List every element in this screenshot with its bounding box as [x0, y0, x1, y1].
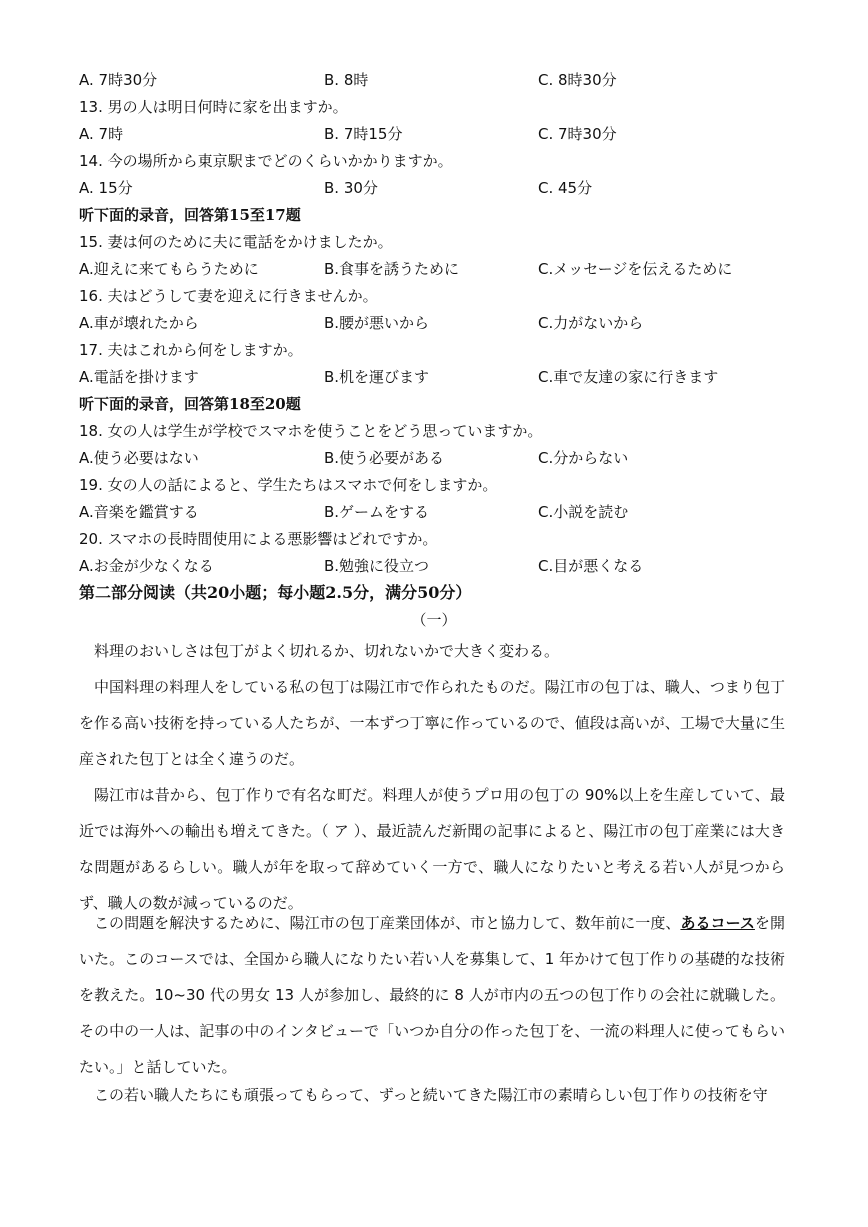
option-a: A.迎えに来てもらうために: [79, 260, 259, 278]
question-13: 13. 男の人は明日何時に家を出ますか。: [79, 98, 348, 116]
option-b: B. 8時: [324, 71, 369, 89]
option-b: B.ゲームをする: [324, 503, 430, 521]
option-a: A. 7時: [79, 125, 124, 143]
option-a: A.使う必要はない: [79, 449, 199, 467]
option-a: A.お金が少なくなる: [79, 557, 214, 575]
section-header-15-17: 听下面的录音，回答第15至17题: [79, 206, 301, 224]
passage-paragraph-3: 陽江市は昔から、包丁作りで有名な町だ。料理人が使うプロ用の包丁の 90%以上を生産していて、最近では海外への輸出も増えてきた。（ ア ）、最近読んだ新聞の記事によると、陽江市の包丁産業には大きな問題があるらしい。職人が年を取って辞めていく一方で、職人になりたいと考える若い人が見つからず、職人の数が減っているのだ。: [79, 786, 785, 912]
q15-options: [79, 256, 799, 282]
option-a: A.音楽を鑑賞する: [79, 503, 199, 521]
option-b: B.机を運びます: [324, 368, 430, 386]
q20-options: [79, 553, 799, 579]
question-16: 16. 夫はどうして妻を迎えに行きませんか。: [79, 287, 378, 305]
option-c: C. 8時30分: [538, 71, 617, 89]
passage-paragraph-1: 料理のおいしさは包丁がよく切れるか、切れないかで大きく変わる。: [94, 642, 560, 660]
paragraph-4-rest: を開いた。このコースでは、全国から職人になりたい若い人を募集して、1 年かけて包丁作りの基礎的な技術を教えた。10~30 代の男女 13 人が参加し、最終的に 8 人が市内の五つの包丁作りの会社に就職した。その中の一人は、記事の中のインタビューで「いつか自分の作った包丁を、一流の料理人に使ってもらいたい。」と話していた。: [79, 914, 785, 1076]
option-c: C.力がないから: [538, 314, 644, 332]
option-c: C.分からない: [538, 449, 629, 467]
question-19: 19. 女の人の話によると、学生たちはスマホで何をしますか。: [79, 476, 498, 494]
option-a: A. 7時30分: [79, 71, 158, 89]
option-a: A. 15分: [79, 179, 133, 197]
passage-paragraph-4: [79, 905, 785, 1085]
section-header-18-20: 听下面的录音，回答第18至20题: [79, 395, 301, 413]
passage-number: （一）: [411, 611, 457, 629]
option-b: B. 7時15分: [324, 125, 403, 143]
option-b: B.腰が悪いから: [324, 314, 430, 332]
question-17: 17. 夫はこれから何をしますか。: [79, 341, 303, 359]
option-c: C.小説を読む: [538, 503, 629, 521]
q14-options: [79, 175, 799, 201]
q18-options: [79, 445, 799, 471]
underlined-phrase: あるコース: [680, 914, 755, 932]
question-18: 18. 女の人は学生が学校でスマホを使うことをどう思っていますか。: [79, 422, 543, 440]
option-a: A.電話を掛けます: [79, 368, 199, 386]
q19-options: [79, 499, 799, 525]
part-two-title: 第二部分阅读（共20小题；每小题2.5分，满分50分）: [79, 583, 472, 602]
option-c: C.目が悪くなる: [538, 557, 644, 575]
paragraph-4-lead: この問題を解決するために、陽江市の包丁産業団体が、市と協力して、数年前に一度、: [94, 914, 681, 932]
question-14: 14. 今の場所から東京駅までどのくらいかかりますか。: [79, 152, 453, 170]
q17-options: [79, 364, 799, 390]
option-c: C. 7時30分: [538, 125, 617, 143]
option-a: A.車が壊れたから: [79, 314, 199, 332]
option-b: B.勉強に役立つ: [324, 557, 430, 575]
question-15: 15. 妻は何のために夫に電話をかけましたか。: [79, 233, 393, 251]
option-b: B. 30分: [324, 179, 378, 197]
question-20: 20. スマホの長時間使用による悪影響はどれですか。: [79, 530, 438, 548]
option-b: B.使う必要がある: [324, 449, 445, 467]
passage-paragraph-2: 中国料理の料理人をしている私の包丁は陽江市で作られたものだ。陽江市の包丁は、職人、つまり包丁を作る高い技術を持っている人たちが、一本ずつ丁寧に作っているので、値段は高いが、工場で大量に生産された包丁とは全く違うのだ。: [79, 678, 785, 768]
option-c: C.メッセージを伝えるために: [538, 260, 733, 278]
q16-options: [79, 310, 799, 336]
q12-options: [79, 67, 799, 93]
option-c: C.車で友達の家に行きます: [538, 368, 719, 386]
option-c: C. 45分: [538, 179, 593, 197]
option-b: B.食事を誘うために: [324, 260, 460, 278]
q13-options: [79, 121, 799, 147]
passage-paragraph-5: この若い職人たちにも頑張ってもらって、ずっと続いてきた陽江市の素晴らしい包丁作りの技術を守: [94, 1086, 768, 1104]
